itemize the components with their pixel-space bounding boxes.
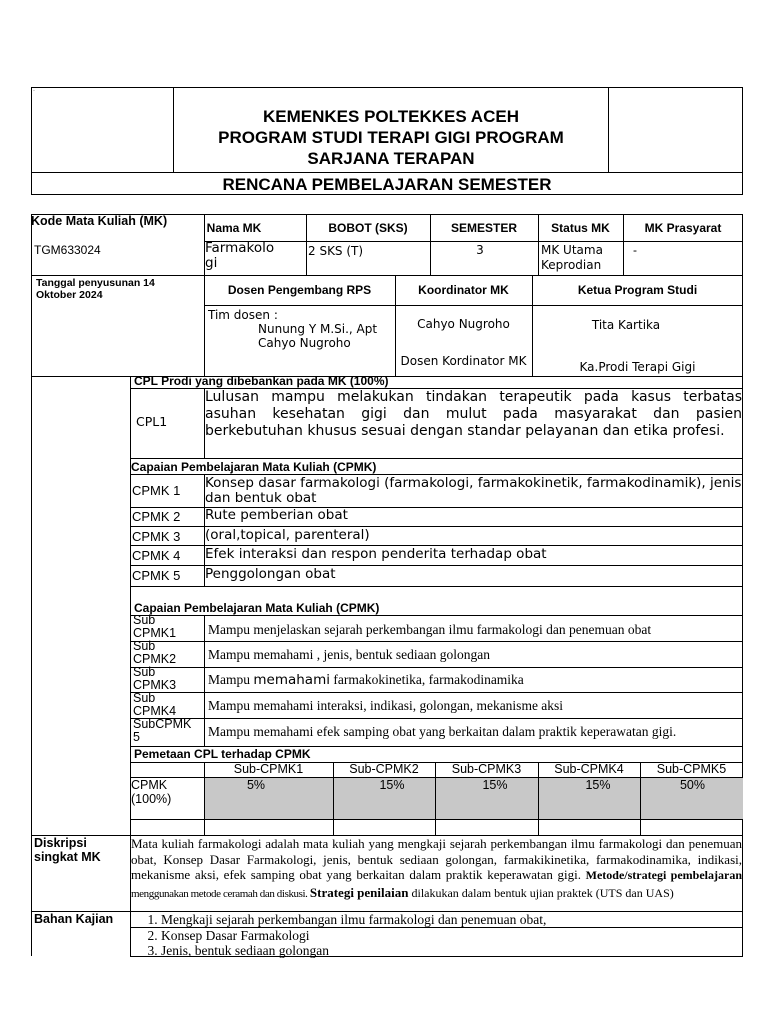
tanggal-penyusunan: Tanggal penyusunan 14 Oktober 2024 [36, 277, 155, 301]
ketua-prodi-label: Ketua Program Studi [577, 283, 698, 297]
pemetaan-col-5: Sub-CPMK5 [656, 762, 727, 776]
institution-line3: SARJANA TERAPAN [307, 149, 475, 168]
subcpmk-heading: Capaian Pembelajaran Mata Kuliah (CPMK) [134, 601, 380, 615]
pemetaan-value-5: 50% [679, 778, 706, 792]
tim-dosen: Tim dosen : Nunung Y M.Si., Apt Cahyo Nugroho [208, 308, 378, 350]
pemetaan-value-1: 5% [246, 778, 266, 792]
pemetaan-col-1: Sub-CPMK1 [233, 762, 304, 776]
subcpmk-1-code: Sub CPMK1 [133, 613, 177, 640]
cpl-code: CPL1 [136, 414, 168, 429]
bobot-value: 2 SKS (T) [308, 244, 364, 258]
subcpmk-5-code: SubCPMK 5 [133, 717, 192, 744]
institution-title [174, 106, 608, 169]
subcpmk-4-code: Sub CPMK4 [133, 691, 177, 718]
pemetaan-col-3: Sub-CPMK3 [451, 762, 522, 776]
dosen-1: Nunung Y M.Si., Apt [258, 322, 378, 336]
semester-label: SEMESTER [450, 221, 517, 235]
kode-mk-value: TGM633024 [34, 243, 101, 257]
ketua-name: Tita Kartika [591, 318, 661, 332]
pemetaan-value-3: 15% [482, 778, 508, 792]
koordinator-label: Koordinator MK [418, 283, 509, 297]
cpl-heading: CPL Prodi yang dibebankan pada MK (100%) [134, 374, 389, 388]
cpmk-1-text: Konsep dasar farmakologi (farmakologi, farmakokinetik, farmakodinamik), jenis dan bentuk obat [205, 475, 742, 506]
deskripsi-text: Mata kuliah farmakologi adalah mata kuliah yang mengkaji sejarah perkembangan ilmu farmakologi dan penemuan obat, Konsep Dasar Farmakologi, jenis, bentuk sediaan golongan, farmakikinetika, farmakodinamika, indikasi, mekanisme aksi, efek samping obat yang berkaitan dalam praktik keperawatan gigi. Metode/strategi pembelajaran menggunakan metode ceramah dan diskusi. Strategi penilaian dilakukan dalam bentuk ujian praktek (UTS dan UAS) [131, 836, 742, 900]
koordinator-name: Cahyo Nugroho [417, 317, 510, 331]
koordinator-title: Dosen Kordinator MK [400, 354, 527, 368]
header-logo-cell [31, 87, 174, 173]
subcpmk-3-text: Mampu memahami farmakokinetika, farmakodinamika [208, 672, 524, 688]
cpmk-4-text: Efek interaksi dan respon penderita terhadap obat [205, 546, 547, 562]
bobot-label: BOBOT (SKS) [328, 221, 408, 235]
pemetaan-row-label: CPMK (100%) [131, 778, 172, 806]
dosen-2: Cahyo Nugroho [258, 336, 351, 350]
kode-mk-label: Kode Mata Kuliah (MK) [31, 214, 168, 228]
ketua-title: Ka.Prodi Terapi Gigi [579, 360, 696, 374]
dosen-pengembang-label: Dosen Pengembang RPS [227, 283, 372, 297]
bahan-item-3: 3. Jenis, bentuk sediaan golongan [161, 943, 731, 959]
subcpmk-5-text: Mampu memahami efek samping obat yang berkaitan dalam praktik keperawatan gigi. [208, 724, 677, 739]
cpmk-5-code: CPMK 5 [132, 568, 181, 583]
header-right-cell [608, 87, 609, 173]
bahan-kajian-list [131, 912, 731, 959]
cpmk-1-code: CPMK 1 [132, 483, 181, 498]
status-mk-label: Status MK [551, 221, 610, 235]
cpmk-2-code: CPMK 2 [132, 509, 181, 524]
cpl-text: Lulusan mampu melakukan tindakan terapeutik pada kasus terbatas asuhan kesehatan gigi dan mulut pada masyarakat dan pasien berkebutuhan khusus sesuai dengan standar pelayanan dan etika profesi. [205, 389, 742, 439]
subcpmk-2-code: Sub CPMK2 [133, 639, 177, 666]
cpmk-4-code: CPMK 4 [132, 548, 181, 563]
nama-mk-label: Nama MK [206, 221, 262, 235]
subcpmk-3-code: Sub CPMK3 [133, 665, 177, 692]
institution-line1: KEMENKES POLTEKKES ACEH [263, 107, 519, 126]
pemetaan-heading: Pemetaan CPL terhadap CPMK [134, 747, 311, 761]
header-divider [31, 172, 743, 173]
cpmk-2-text: Rute pemberian obat [205, 507, 348, 523]
bahan-kajian-label: Bahan Kajian [34, 912, 114, 926]
pemetaan-col-2: Sub-CPMK2 [349, 762, 419, 776]
subcpmk-4-text: Mampu memahami interaksi, indikasi, golongan, mekanisme aksi [208, 698, 564, 713]
prasyarat-label: MK Prasyarat [644, 221, 722, 235]
institution-line2: PROGRAM STUDI TERAPI GIGI PROGRAM [218, 128, 564, 147]
pemetaan-value-2: 15% [379, 778, 405, 792]
document-title: RENCANA PEMBELAJARAN SEMESTER [222, 175, 552, 194]
prasyarat-value: - [633, 243, 637, 257]
status-mk-value: MK Utama Keprodian [541, 243, 603, 272]
bahan-item-2: 2. Konsep Dasar Farmakologi [161, 928, 731, 944]
subcpmk-2-text: Mampu memahami , jenis, bentuk sediaan golongan [208, 647, 490, 662]
deskripsi-label: Diskripsi singkat MK [34, 836, 101, 864]
cpmk-5-text: Penggolongan obat [205, 566, 336, 582]
cpmk-heading: Capaian Pembelajaran Mata Kuliah (CPMK) [131, 460, 377, 474]
pemetaan-value-4: 15% [585, 778, 611, 792]
logo-placeholder: · [33, 88, 35, 94]
bahan-item-1: 1. Mengkaji sejarah perkembangan ilmu farmakologi dan penemuan obat, [161, 912, 731, 928]
cpmk-3-code: CPMK 3 [132, 529, 181, 544]
cpmk-3-text: (oral,topical, parenteral) [205, 527, 370, 543]
pemetaan-col-4: Sub-CPMK4 [554, 762, 624, 776]
semester-value: 3 [476, 243, 484, 257]
nama-mk-value: Farmakolo gi [205, 240, 275, 271]
subcpmk-1-text: Mampu menjelaskan sejarah perkembangan ilmu farmakologi dan penemuan obat [208, 622, 652, 637]
